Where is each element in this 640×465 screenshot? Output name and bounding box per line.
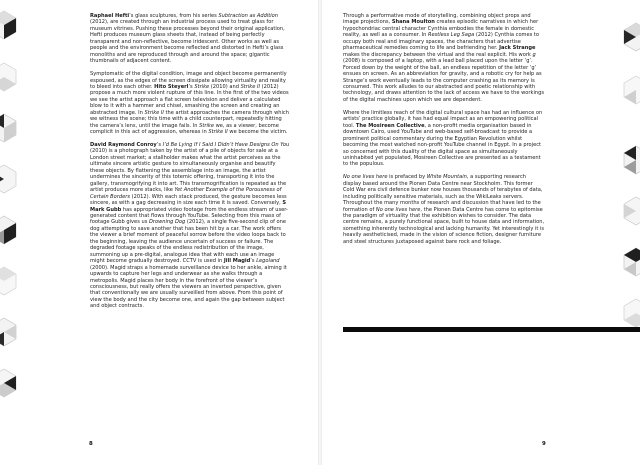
work-title: Subtraction as Addition: [218, 13, 279, 19]
paragraph-mosireen: [343, 110, 545, 168]
body-text: ’s: [250, 258, 257, 265]
body-text: we, as a viewer, become complicit in this act of aggression, whereas in: [90, 122, 279, 136]
artist-name: The Mosireen Collective: [355, 122, 425, 129]
hexagon-cube-icon: [623, 22, 640, 52]
work-title: Legoland: [256, 258, 280, 265]
horizontal-rule: [343, 327, 640, 332]
hexagon-cube-icon: [0, 317, 17, 347]
hexagon-cube-icon: [0, 266, 17, 296]
artist-name: Hito Steyerl: [154, 83, 189, 90]
artist-name: Shana Moulton: [391, 19, 435, 26]
hexagon-cube-icon: [623, 145, 640, 175]
paragraph-hefti: [90, 13, 290, 65]
body-text: (2012) propose a much more violent rupture of this line. In the first of the two videos we see the artist approach a flat screen television and deliver a calculated blow to it with a hammer and chisel, smashing the screen and creating an abstracted image. In: [90, 83, 289, 116]
page-number-right: 9: [542, 441, 546, 447]
artist-name: Jack Strange: [499, 45, 536, 52]
hexagon-cube-icon: [0, 62, 17, 92]
body-text: has appropriated video footage from the endless stream of user-generated content that flows through YouTube. Selecting from this mass of footage Gubb gives us: [90, 206, 288, 226]
work-title: Strike II: [240, 83, 261, 90]
body-text: ’s: [188, 83, 195, 90]
hexagon-cube-icon: [0, 368, 17, 398]
paragraph-no-one-lives-here: [343, 174, 545, 245]
body-text: , a supporting research display based around the Pionen Data Centre near Stockholm. This former Cold War era civil defence bunker now houses thousands of terabytes of data, including politically sensitive materials, such as the WikiLeaks servers. Throughout the many months of research and discussion that have led to the formation of: [343, 174, 543, 213]
body-text: ’s: [156, 142, 163, 149]
body-text: (2012), a single five-second clip of one dog attempting to save another that has been hit by a car. The work offers the viewer a brief moment of peaceful sorrow before the video loops back to the beginning, leaving the audience uncertain of success or failure. The degraded footage speaks of the endless redistribution of the image, summoning up a pre-digital, analogue idea that with each use an image might become gradually destroyed. CCTV is used in: [90, 219, 286, 265]
hexagon-cube-icon: [623, 196, 640, 226]
work-title: Strike II: [144, 109, 164, 116]
artist-name: S Mark Gubb: [90, 200, 287, 213]
body-text: Through a performative mode of storytelling, combining object props and image projections,: [343, 13, 531, 26]
body-text: (2012) Cynthia comes to occupy both real and imaginary spaces, the characters that advertise pharmaceutical remedies coming to life and befriending her.: [343, 32, 540, 52]
body-text: , a non-profit media organisation based in downtown Cairo, used YouTube and web-based self-broadcast to provide a prominent political commentary during the Egyptian Revolution whilst becoming the most watched non-profit YouTube channel in Egypt. In a project so concerned with this duality of the digital space as simultaneously uninhabited yet populated, Mosireen Collective are presented as a testament to the populous.: [343, 122, 542, 168]
body-text: Where the limitless reach of the digital cultural space has had an influence on artists’ practice globally, it has had equal impact as an empowering political tool.: [343, 109, 543, 129]
work-title: Yet Another Example of the Porousness of Certain Borders: [90, 187, 282, 200]
hexagon-cube-icon: [0, 10, 17, 40]
work-title: Strike: [194, 83, 210, 90]
work-title: I’d Be Lying If I Said I Didn’t Have Designs On You: [162, 142, 290, 149]
hexagon-cube-icon: [0, 215, 17, 245]
paragraph-conroy-gubb-magid: [90, 142, 290, 310]
work-title: No one lives here: [343, 174, 388, 181]
work-title: White Mountain: [426, 174, 467, 181]
artist-name: Raphael Hefti: [90, 13, 130, 19]
body-text: (2010) and: [209, 83, 241, 90]
body-text: (2012). With each stack produced, the gesture becomes less sincere, as with a gag decreasing in size each time it is saved. Conversely,: [90, 193, 287, 207]
body-text: is prefaced by: [387, 174, 427, 181]
work-title: g: [532, 51, 536, 58]
hexagon-cube-icon: [623, 75, 640, 105]
body-text: creates episodic narratives in which her hypochondriac central character Cynthia embodies the female in domestic reality, as well as a consumer. In: [343, 19, 539, 39]
page-gutter: [318, 0, 322, 465]
paragraph-moulton-strange: [343, 13, 545, 103]
work-title: Restless Leg Saga: [427, 32, 475, 39]
right-page-column: [343, 13, 545, 252]
work-title: No one lives here: [375, 206, 421, 213]
work-title: Strike: [199, 122, 214, 129]
hexagon-cube-icon: [623, 247, 640, 277]
hexagon-cube-icon: [0, 164, 17, 194]
page-number-left: 8: [89, 441, 93, 447]
work-title: Strike II: [208, 129, 228, 136]
body-text: (2010) is a photograph taken by the artist of a pile of objects for sale at a London street market; a stallholder makes what the artist perceives as the ultimate sincere artistic gesture to simultaneously organise and beautify these objects. By flattening the assemblage into an image, the artist undermines the sincerity of this totemic offering, transporting it into the gallery, transmogrifying it into art. This transmogrification is repeated as the artist produces more stacks, like: [90, 148, 287, 194]
artist-name: Jill Magid: [223, 258, 251, 265]
body-text: the artist approaches the camera through which we witness the scene; this time with a child counterpart, repeatedly hitting the camera’s lens, until the image fails. In: [90, 109, 289, 129]
paragraph-steyerl: [90, 71, 290, 136]
body-text: (2008) is composed of a laptop, with a lead ball placed upon the letter ‘g’. Forced down by the weight of the ball, an endless repetition of the letter ‘g’ ensues on screen. As an abbreviation for gravity, and a robotic cry for help as Strange’s work eventually leads to the computer crashing as its memory is consumed. This work alludes to our abstracted and poetic relationship with technology, and draws attention to the lack of access we have to the workings of the digital machines upon which we are dependent.: [343, 58, 545, 103]
work-title: Drowning Dog: [148, 219, 186, 226]
hexagon-cube-icon: [623, 298, 640, 328]
body-text: ’s glass sculptures, from his series: [129, 13, 219, 19]
artist-name: David Raymond Conroy: [90, 142, 157, 149]
body-text: (2000). Magid straps a homemade surveillance device to her ankle, aiming it upwards to capture her legs and underwear as she walks through a metropolis. Magid places her body in the forefront of the viewer’s consciousness, but really offers the viewers an inverted perspective, given that conventionally we are usually surveilled from above. From this point of view the body and the city become one, and again the gap between subject and object contracts.: [90, 264, 287, 310]
hexagon-cube-icon: [0, 113, 17, 143]
body-text: , the Pionen Data Centre has come to epitomise the paradigm of virtuality that the exhibition wishes to consider. The data centre remains, a purely functional space, built to house data and information, something inherently technological and lacking humanity. Yet interestingly it is heavily aestheticised, made in the vision of science fiction, designer furniture and steel structures juxtaposed against bare rock and foliage.: [343, 206, 545, 245]
body-text: Symptomatic of the digital condition, image and object become permanently espoused, as the edges of the screen dissipate allowing virtuality and reality to bleed into each other.: [90, 71, 287, 90]
body-text: (2012), are created through an industrial process used to treat glass for museum vitrines. Pushing these processes beyond their original application, Hefti produces museum glass sheets that, instead of being perfectly transparent and non-reflective, become iridescent. Other works as well as people and the environment become reflected and distorted in Hefti’s glass monoliths and are reproduced through and around the space; gigantic thumbnails of adjacent content.: [90, 19, 285, 65]
left-page-column: [90, 13, 290, 316]
body-text: makes the discrepancy between the virtual and the real explicit. His work: [343, 51, 533, 58]
body-text: we become the victim.: [227, 129, 288, 136]
